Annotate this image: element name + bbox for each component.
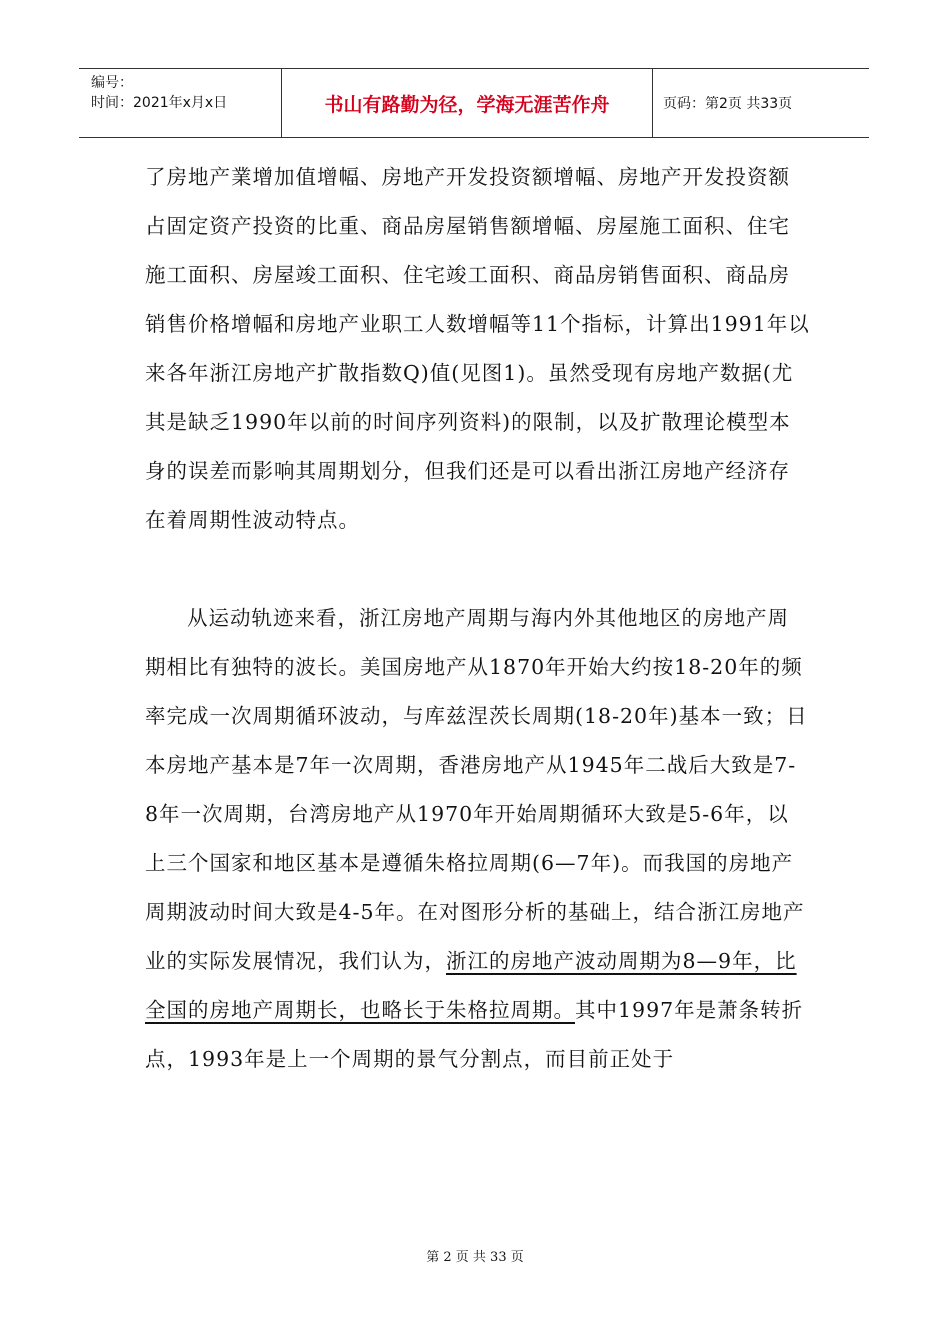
document-body xyxy=(145,153,810,1084)
paragraph-2-text: 从运动轨迹来看，浙江房地产周期与海内外其他地区的房地产周期相比有独特的波长。美国房地产从1870年开始大约按18-20年的频率完成一次周期循环波动，与库兹涅茨长周期(18-20年)基本一致；日本房地产基本是7年一次周期，香港房地产从1945年二战后大致是7-8年一次周期，台湾房地产从1970年开始周期循环大致是5-6年，以上三个国家和地区基本是遵循朱格拉周期(6—7年)。而我国的房地产周期波动时间大致是4-5年。在对图形分析的基础上，结合浙江房地产业的实际发展情况，我们认为， xyxy=(145,606,808,973)
header-motto: 书山有路勤为径，学海无涯苦作舟 xyxy=(282,69,653,137)
header-page-info: 页码：第2页 共33页 xyxy=(663,96,793,112)
header-meta xyxy=(79,69,282,137)
paragraph-1: 了房地产業增加值增幅、房地产开发投资额增幅、房地产开发投资额占固定资产投资的比重、商品房屋销售额增幅、房屋施工面积、住宅施工面积、房屋竣工面积、住宅竣工面积、商品房销售面积、商品房销售价格增幅和房地产业职工人数增幅等11个指标，计算出1991年以来各年浙江房地产扩散指数Q)值(见图1)。虽然受现有房地产数据(尤其是缺乏1990年以前的时间序列资料)的限制，以及扩散理论模型本身的误差而影响其周期划分，但我们还是可以看出浙江房地产经济存在着周期性波动特点。 xyxy=(145,165,810,532)
paragraph-2 xyxy=(145,594,810,1084)
page-header xyxy=(79,68,869,138)
underlined-conclusion: 浙江的房地产波动周期为8—9年，比全国的房地产周期长，也略长于朱格拉周期。 xyxy=(145,949,797,1022)
document-date: 时间：2021年x月x日 xyxy=(91,95,228,111)
page-footer: 第 2 页 共 33 页 xyxy=(426,1250,524,1265)
paragraph-2-tail: 其中1997年是萧条转折点，1993年是上一个周期的景气分割点，而目前正处于 xyxy=(145,998,804,1071)
document-code-label: 编号： xyxy=(91,75,133,91)
